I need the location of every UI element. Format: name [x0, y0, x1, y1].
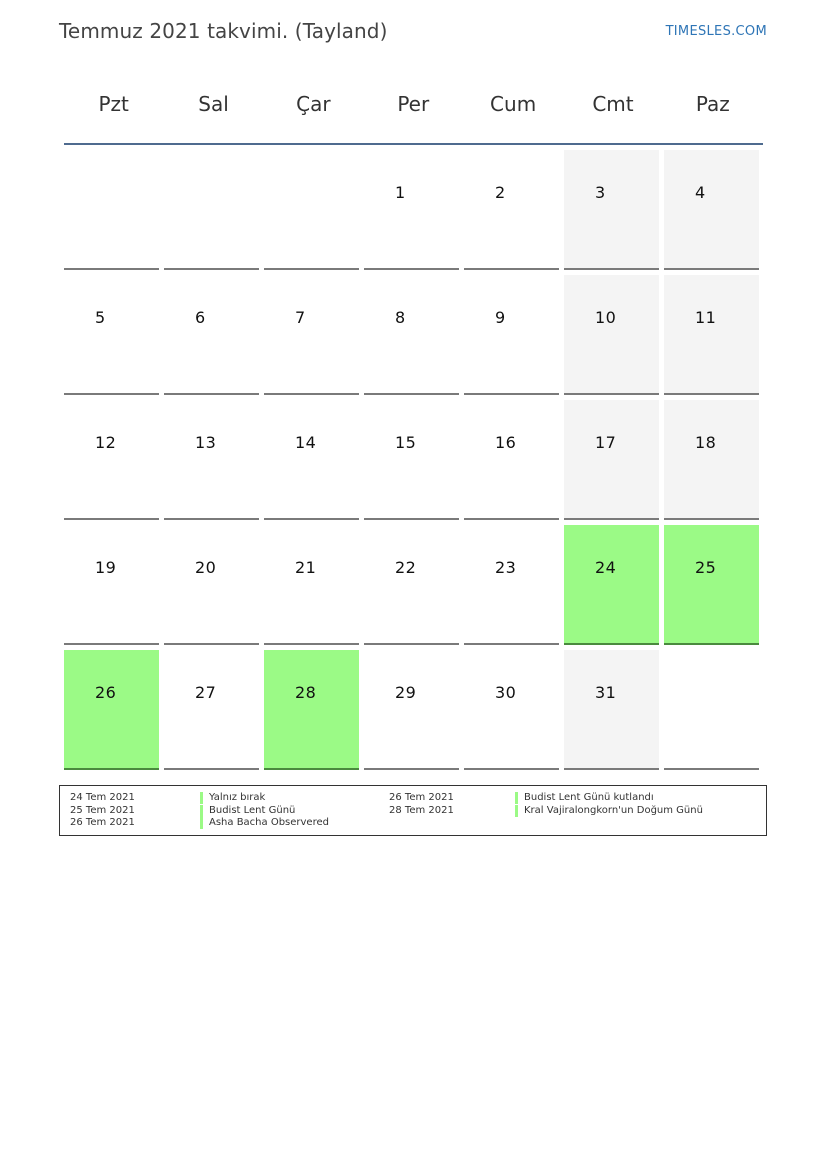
- day-number: 15: [395, 433, 417, 452]
- empty-day-cell: [164, 150, 259, 270]
- week-row: [64, 400, 763, 520]
- day-number: 12: [95, 433, 117, 452]
- legend-date: 26 Tem 2021: [70, 817, 135, 828]
- day-cell: [464, 650, 559, 770]
- day-cell: [164, 525, 259, 645]
- day-cell: [164, 400, 259, 520]
- day-cell: [264, 400, 359, 520]
- day-cell: [64, 400, 159, 520]
- day-number: 18: [695, 433, 717, 452]
- empty-day-cell: [264, 150, 359, 270]
- weekday-header-row: [64, 78, 763, 130]
- empty-day-cell: [664, 650, 759, 770]
- weekday-label: Sal: [198, 92, 229, 116]
- day-number: 14: [295, 433, 317, 452]
- day-cell: [664, 150, 759, 270]
- day-cell: [264, 525, 359, 645]
- weekday-label: Per: [397, 92, 430, 116]
- day-cell: [164, 650, 259, 770]
- weeks-container: [64, 150, 763, 770]
- day-cell: [364, 400, 459, 520]
- day-cell: [264, 275, 359, 395]
- day-number: 31: [595, 683, 617, 702]
- day-number: 27: [195, 683, 217, 702]
- holiday-legend: [59, 785, 767, 836]
- day-cell: [364, 275, 459, 395]
- day-number: 16: [495, 433, 517, 452]
- empty-day-cell: [64, 150, 159, 270]
- weekday-label: Pzt: [98, 92, 129, 116]
- day-cell: [464, 525, 559, 645]
- day-number: 19: [95, 558, 117, 577]
- day-number: 23: [495, 558, 517, 577]
- day-cell: [364, 525, 459, 645]
- day-number: 26: [95, 683, 117, 702]
- day-number: 4: [695, 183, 706, 202]
- day-number: 13: [195, 433, 217, 452]
- day-cell: [564, 650, 659, 770]
- day-cell: [564, 150, 659, 270]
- header-divider: [64, 143, 763, 145]
- weekday-label: Paz: [695, 92, 730, 116]
- day-number: 11: [695, 308, 717, 327]
- legend-holiday-name: Kral Vajiralongkorn'un Doğum Günü: [515, 805, 703, 817]
- day-cell: [64, 275, 159, 395]
- week-row: [64, 650, 763, 770]
- legend-holiday-name: Yalnız bırak: [200, 792, 265, 804]
- week-row: [64, 525, 763, 645]
- day-number: 6: [195, 308, 206, 327]
- holiday-day-cell: [564, 525, 659, 645]
- day-cell: [564, 275, 659, 395]
- weekday-label: Cmt: [592, 92, 634, 116]
- day-number: 24: [595, 558, 617, 577]
- day-number: 17: [595, 433, 617, 452]
- day-cell: [464, 275, 559, 395]
- day-number: 10: [595, 308, 617, 327]
- day-number: 22: [395, 558, 417, 577]
- day-cell: [664, 275, 759, 395]
- day-cell: [664, 400, 759, 520]
- legend-holiday-name: Asha Bacha Observered: [200, 817, 329, 829]
- day-cell: [564, 400, 659, 520]
- weekday-label: Cum: [490, 92, 537, 116]
- day-number: 2: [495, 183, 506, 202]
- day-cell: [464, 150, 559, 270]
- holiday-day-cell: [264, 650, 359, 770]
- day-cell: [464, 400, 559, 520]
- day-number: 7: [295, 308, 306, 327]
- day-number: 21: [295, 558, 317, 577]
- legend-date: 26 Tem 2021: [389, 792, 454, 803]
- day-cell: [364, 650, 459, 770]
- page-title: Temmuz 2021 takvimi. (Tayland): [59, 19, 388, 43]
- day-number: 20: [195, 558, 217, 577]
- day-number: 3: [595, 183, 606, 202]
- day-number: 5: [95, 308, 106, 327]
- brand-link[interactable]: TIMESLES.COM: [665, 24, 767, 39]
- day-number: 25: [695, 558, 717, 577]
- day-cell: [164, 275, 259, 395]
- week-row: [64, 150, 763, 270]
- day-cell: [364, 150, 459, 270]
- legend-date: 28 Tem 2021: [389, 804, 454, 816]
- day-number: 29: [395, 683, 417, 702]
- holiday-day-cell: [64, 650, 159, 770]
- legend-holiday-name: Budist Lent Günü: [200, 805, 295, 817]
- day-cell: [64, 525, 159, 645]
- day-number: 30: [495, 683, 517, 702]
- calendar-grid: [64, 78, 763, 775]
- legend-date: 24 Tem 2021: [70, 792, 135, 803]
- day-number: 1: [395, 183, 406, 202]
- day-number: 8: [395, 308, 406, 327]
- legend-date: 25 Tem 2021: [70, 804, 135, 816]
- week-row: [64, 275, 763, 395]
- day-number: 28: [295, 683, 317, 702]
- holiday-day-cell: [664, 525, 759, 645]
- day-number: 9: [495, 308, 506, 327]
- legend-holiday-name: Budist Lent Günü kutlandı: [515, 792, 654, 804]
- weekday-label: Çar: [296, 92, 331, 116]
